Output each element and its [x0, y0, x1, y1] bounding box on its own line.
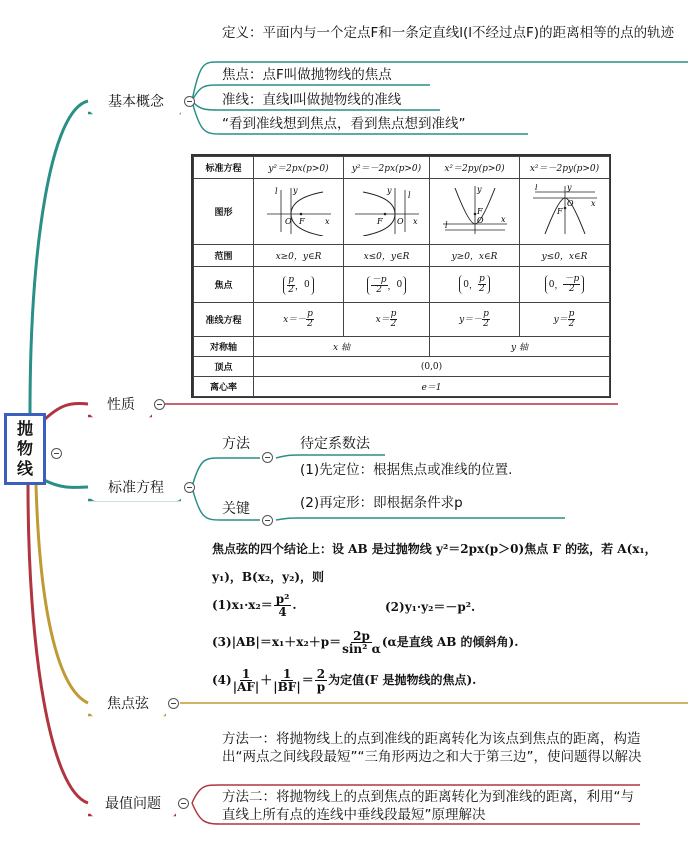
graph-label: F: [556, 207, 563, 216]
parabola-left-graph: [351, 184, 423, 236]
range-cell: y≤0，x∈R: [520, 245, 610, 267]
graph-label: x: [412, 217, 418, 226]
row-label-equation: 标准方程: [194, 157, 254, 179]
range-cell: x≥0，y∈R: [254, 245, 344, 267]
chord-intro-a: 焦点弦的四个结论上：设 AB 是过抛物线 y²＝2px(p＞0)焦点 F 的弦，若 A(x₁，: [212, 542, 657, 556]
basic-collapse-icon[interactable]: [184, 96, 195, 107]
graph-label: x: [590, 199, 596, 208]
graph-label: y: [566, 184, 572, 192]
basic-tip: “看到准线想到焦点，看到焦点想到准线”: [222, 116, 466, 132]
c4-plus: ＋: [260, 673, 273, 687]
focus-num: p: [288, 274, 294, 285]
vertex-cell: (0,0): [254, 357, 610, 377]
c4-eq: ＝: [301, 673, 314, 687]
c4-num: 2: [316, 667, 326, 681]
graph-right: [254, 179, 344, 245]
branch-properties[interactable]: [90, 390, 152, 418]
branch-standard-equation[interactable]: [90, 473, 182, 501]
c3-lhs: (3)|AB|＝x₁＋x₂＋p＝: [212, 635, 342, 649]
c4-pre: (4): [212, 673, 232, 687]
directrix-prefix: y＝: [553, 315, 568, 325]
focus-num: －p: [371, 274, 387, 285]
extreme-collapse-icon[interactable]: [178, 798, 189, 809]
method-collapse-icon[interactable]: [262, 452, 273, 463]
row-label-eccentricity: 离心率: [194, 377, 254, 397]
axis-cell-x: x 轴: [254, 337, 430, 357]
focus-den: 2: [569, 284, 575, 294]
props-collapse-icon[interactable]: [154, 399, 165, 410]
c4-den: |BF|: [273, 680, 301, 694]
graph-label: l: [444, 221, 448, 230]
focus-num: －p: [564, 274, 580, 284]
branch-basic-concept[interactable]: [90, 87, 182, 115]
directrix-prefix: x＝: [375, 315, 390, 325]
focus-den: 2: [479, 284, 485, 294]
row-label-vertex: 顶点: [194, 357, 254, 377]
method-label: 方法: [222, 436, 250, 452]
method-value: 待定系数法: [300, 436, 370, 452]
directrix-den: 2: [483, 319, 489, 329]
c1-lhs: (1)x₁·x₂＝: [212, 598, 273, 612]
focus-cell: 0 ， $\frac{p}{2}$: [430, 267, 520, 303]
step-1: (1)先定位：根据焦点或准线的位置.: [300, 462, 513, 478]
basic-focus: 焦点：点F叫做抛物线的焦点: [222, 67, 392, 83]
root-label: 抛物线: [16, 419, 33, 478]
directrix-cell: [520, 303, 610, 337]
row-label-directrix: 准线方程: [194, 303, 254, 337]
directrix-num: p: [390, 309, 397, 319]
graph-up: [430, 179, 520, 245]
key-collapse-icon[interactable]: [262, 515, 273, 526]
c3-num: 2p: [353, 629, 370, 643]
eccentricity-cell: e＝1: [254, 377, 610, 397]
properties-table: [191, 154, 611, 398]
basic-directrix: 准线：直线l叫做抛物线的准线: [222, 92, 402, 108]
focus-other: 0: [548, 279, 555, 290]
c4-rhs: 为定值(F 是抛物线的焦点).: [328, 673, 477, 687]
parabola-right-graph: [263, 184, 335, 236]
focus-other: 0: [396, 280, 403, 290]
graph-label: O: [566, 199, 574, 208]
graph-label: F: [476, 207, 483, 216]
branch-basic-label: 基本概念: [108, 94, 164, 110]
focus-other: 0: [304, 280, 310, 290]
parabola-up-graph: [439, 184, 511, 236]
directrix-den: 2: [390, 319, 397, 329]
row-label-axis: 对称轴: [194, 337, 254, 357]
focus-cell: 0 ， $\frac{-p}{2}$: [520, 267, 610, 303]
directrix-num: p: [483, 309, 489, 319]
c3-rhs: (α是直线 AB 的倾斜角).: [381, 635, 519, 649]
focus-den: 2: [288, 284, 294, 295]
key-label: 关键: [222, 501, 250, 517]
branch-props-label: 性质: [107, 397, 135, 413]
focus-den: 2: [376, 284, 382, 295]
directrix-prefix: y＝－: [459, 315, 483, 325]
branch-extreme-value[interactable]: [90, 789, 176, 817]
c3-den: sin² α: [342, 642, 381, 656]
graph-label: F: [376, 217, 383, 226]
graph-label: l: [407, 191, 411, 200]
parabola-down-graph: [529, 184, 601, 236]
branch-focal-chord[interactable]: [90, 689, 166, 717]
graph-label: O: [284, 217, 292, 226]
range-cell: x≤0，y∈R: [344, 245, 430, 267]
step-2: (2)再定形：即根据条件求p: [300, 495, 463, 511]
directrix-cell: [344, 303, 430, 337]
directrix-num: p: [568, 309, 575, 319]
equation-cell: x²＝－2py(p>0): [520, 157, 610, 179]
row-label-focus: 焦点: [194, 267, 254, 303]
directrix-den: 2: [307, 319, 313, 329]
equation-cell: x²＝2py(p>0): [430, 157, 520, 179]
focus-other: 0: [463, 279, 469, 290]
graph-label: x: [500, 215, 506, 224]
graph-left: [344, 179, 430, 245]
basic-definition: 定义：平面内与一个定点F和一条定直线l(l不经过点F)的距离相等的点的轨迹: [222, 25, 675, 41]
branch-extreme-label: 最值问题: [105, 796, 161, 812]
directrix-prefix: x＝－: [283, 315, 307, 325]
graph-label: O: [396, 217, 404, 226]
chord-conclusion-2: (2)y₁·y₂＝－p².: [385, 600, 476, 614]
axis-cell-y: y 轴: [430, 337, 610, 357]
focus-cell: $\frac{-p}{2}$ ， 0: [344, 267, 430, 303]
chord-conclusion-3: [212, 630, 518, 655]
c4-den: p: [316, 680, 326, 694]
chord-conclusion-1: (1)x₁·x₂＝ $\frac{\text{p²}}{4}$ .: [212, 592, 297, 619]
graph-label: y: [476, 185, 482, 194]
standard-collapse-icon[interactable]: [184, 482, 195, 493]
c1-num: p²: [275, 592, 290, 606]
root-node[interactable]: [4, 413, 46, 485]
equation-cell: y²＝－2px(p>0): [344, 157, 430, 179]
graph-label: F: [298, 217, 305, 226]
c1-den: 4: [278, 605, 287, 619]
chord-collapse-icon[interactable]: [168, 698, 179, 709]
directrix-num: p: [307, 309, 313, 319]
c4-num: 1: [282, 667, 292, 681]
c4-num: 1: [241, 667, 251, 681]
branch-chord-label: 焦点弦: [107, 696, 149, 712]
equation-cell: y²＝2px(p>0): [254, 157, 344, 179]
focus-cell: $\frac{p}{2}$ ， 0: [254, 267, 344, 303]
row-label-range: 范围: [194, 245, 254, 267]
graph-label: x: [324, 217, 330, 226]
focus-num: p: [478, 274, 485, 284]
root-collapse-icon[interactable]: [51, 448, 62, 459]
graph-label: y: [386, 186, 392, 195]
extreme-method-1: 方法一：将抛物线上的点到准线的距离转化为该点到焦点的距离，构造出“两点之间线段最短”“三角形两边之和大于第三边”，使问题得以解决: [222, 731, 642, 765]
chord-intro-b: y₁)，B(x₂，y₂)，则: [212, 570, 325, 584]
graph-label: y: [292, 186, 298, 195]
extreme-method-2: 方法二：将抛物线上的点到焦点的距离转化为到准线的距离，利用“与直线上所有点的连线中垂线段最短”原理解决: [222, 789, 634, 823]
branch-standard-label: 标准方程: [108, 480, 164, 496]
c4-den: |AF|: [232, 680, 260, 694]
graph-label: l: [274, 187, 278, 196]
directrix-den: 2: [568, 319, 575, 329]
directrix-cell: [430, 303, 520, 337]
range-cell: y≥0，x∈R: [430, 245, 520, 267]
graph-label: O: [476, 216, 484, 225]
directrix-cell: [254, 303, 344, 337]
graph-down: [520, 179, 610, 245]
row-label-graph: 图形: [194, 179, 254, 245]
chord-conclusion-4: [212, 668, 476, 693]
graph-label: l: [534, 184, 538, 192]
